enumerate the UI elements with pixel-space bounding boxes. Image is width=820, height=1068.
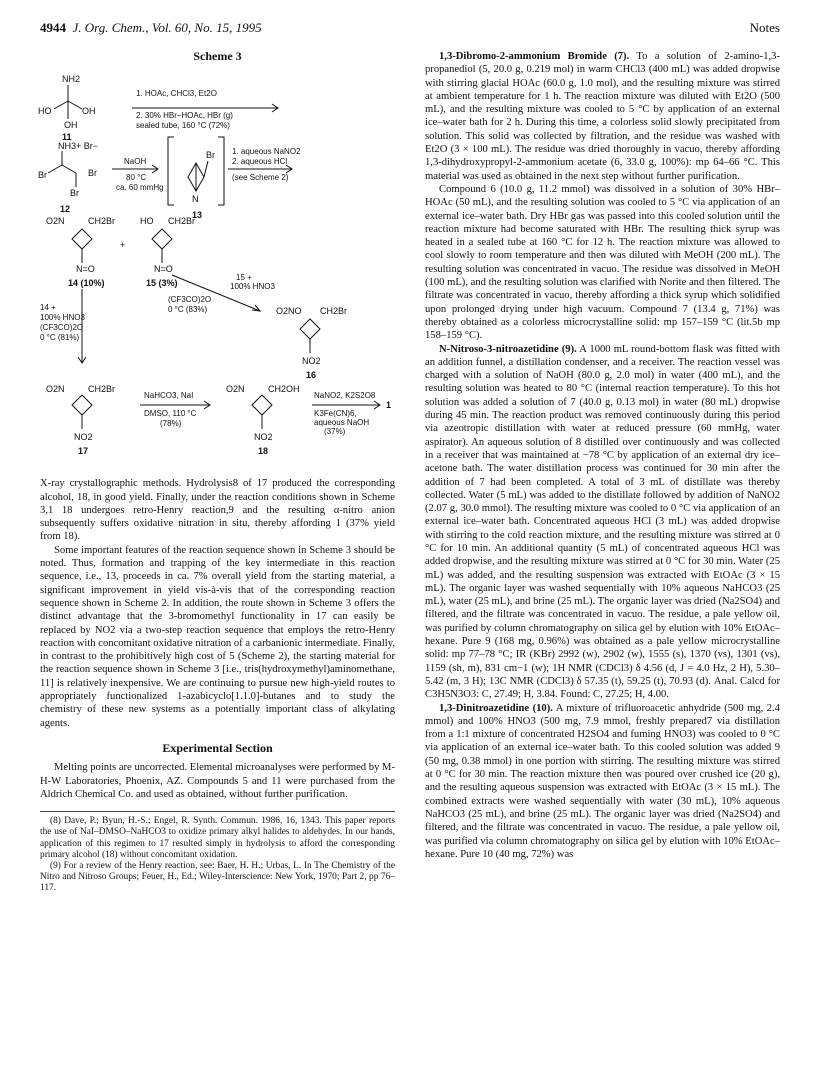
compound-13-label: 13 [192,210,203,221]
atom-nh3br: NH3+ Br− [58,141,99,152]
atom-oh: OH [82,106,96,117]
bond-11 [54,85,82,119]
cond-step3c: (see Scheme 2) [232,173,289,183]
atom-no2-18: NO2 [254,432,273,443]
cond-step5a: 14 + [40,303,56,313]
footnote-8: (8) Dave, P.; Byun, H.-S.; Engel, R. Synth. Commun. 1986, 16, 1343. This paper reports the use of NaI–DMSO–NaHCO3 to oxidize primary alkyl halides to aldehydes. In our hands, application of this regimen to 17 resulted simply in hydrolysis to afford the corresponding primary alcohol (18) without concomitant oxidation. [40,816,395,860]
procedure-7 [425,50,780,183]
cond-step6a: NaHCO3, NaI [144,391,194,401]
cond-step7a: NaNO2, K2S2O8 [314,391,376,401]
cond-step4c: (CF3CO)2O [168,295,212,305]
cond-step5c: (CF3CO)2O [40,323,84,333]
cond-step4d: 0 °C (83%) [168,305,208,315]
journal-citation: J. Org. Chem., Vol. 60, No. 15, 1995 [72,20,262,35]
atom-br: Br [38,170,47,181]
cond-step4a: 15 + [236,273,252,283]
atom-no2-16: NO2 [302,356,321,367]
right-column [425,50,780,861]
atom-o2n-17: O2N [46,384,65,395]
procedure-7-title: 1,3-Dibromo-2-ammonium Bromide (7). [439,51,630,62]
procedure-9-text: A 1000 mL round-bottom flask was fitted with an addition funnel, a distillation condenser, and a receiver. The reaction vessel was charged with a solution of NaOH (80.0 g, 2.0 mol) in water (400 mL), and the resulting solution was heated to 80 °C (internal reaction temperature). To this hot solution was added a solution of 7 (40.0 g, 0.13 mol) in water (80 mL) dropwise during 45 min. The reaction product was removed continuously during this period via azeotropic distillation with water at reduced pressure (60 mmHg, water aspirator). An aqueous solution of 8 distilled over continuously and was collected in a receiver that was maintained at −78 °C by application of an external dry ice–acetone bath. The water distillation process was continued for 30 min after the addition of 7 had been completed. A total of 3 mL of distillate was thereby collected. Water (5 mL) was added to the distillate followed by addition of NaNO2 (2.07 g, 30.0 mmol). The resulting mixture was cooled to 0 °C via application of an external ice–water bath. Concentrated aqueous HCl (3 mL) was added dropwise with stirring to the cold reaction mixture, and the resulting mixture was stirred at 0 °C for 10 min. An additional quantity (5 mL) of concentrated aqueous HCl was added dropwise, and the resulting mixture was stirred at 0 °C for 30 min. Water (25 mL) was added, and the resulting suspension was extracted with EtOAc (3 × 15 mL). The organic layer was washed sequentially with 10% aqueous NaHCO3 (25 mL), water (25 mL), and brine (25 mL). The organic layer was dried (Na2SO4) and filtered, and the filtrate was concentrated in vacuo. The residue, a pale yellow oil, was purified by column chromatography on silica gel by elution with 10% EtOAc–hexane. Pure 9 (168 mg, 0.96%) was obtained as a pale yellow microcrystalline solid: mp 77–78 °C; IR (KBr) 2992 (w), 2902 (w), 1555 (s), 1370 (vs), 1301 (vs), 1159 (sh, m), 831 cm−1 (w); 1H NMR (CDCl3) δ 4.56 (d, J = 4.0 Hz, 2 H), 5.30–5.42 (m, 3 H); 13C NMR (CDCl3) δ 57.35 (t), 59.25 (t), 70.93 (d). Anal. Calcd for C3H5N3O3: C, 27.49; H, 3.84. Found: C, 27.25; H, 4.00. [425,343,780,701]
cond-step2b: 80 °C [126,173,147,183]
atom-o2no-16: O2NO [276,306,302,317]
atom-oh-2: OH [64,120,78,131]
cond-step4b: 100% HNO3 [230,282,275,292]
procedure-10 [425,702,780,862]
cond-step2c: ca. 60 mmHg [116,183,164,193]
atom-ch2br-17: CH2Br [88,384,116,395]
body-paragraph-1: X-ray crystallographic methods. Hydrolysis8 of 17 produced the corresponding alcohol, 18, in good yield. Finally, under the reaction conditions shown in Scheme 3,1 18 undergoes retro-Henry reaction,9 and the resulting α-nitro anion subsequently suffers oxidative nitration in situ, thereby affording 1 (37% yield from 18). [40,478,395,543]
section-label: Notes [749,20,780,35]
atom-o2n-18: O2N [226,384,245,395]
atom-nh2: NH2 [62,74,81,85]
ring-15 [152,229,172,263]
atom-br-2: Br [88,168,97,179]
scheme-title: Scheme 3 [193,49,242,63]
cond-step5d: 0 °C (81%) [40,333,80,343]
compound-12-label: 12 [60,204,71,215]
bond-12 [48,151,76,187]
ring-14 [72,229,92,263]
procedure-7-text: To a solution of 2-amino-1,3-propanediol (5, 20.0 g, 0.219 mol) in warm CHCl3 (400 mL) was added dropwise with stirring glacial HOAc (60.0 g, 1.0 mol), and the resulting mixture was stirred at ambient temperature for 1 h. The reaction mixture was diluted with Et2O (500 mL), and the resulting mixture was cooled to 5 °C by application of an external ice–water bath for 2 h. During this time, a colorless solid slowly precipitated from solution. This solid was collected by filtration, and the residue was washed with Et2O (3 × 100 mL). The residue was dried thoroughly in vacuo, thereby affording 1,3-dihydroxypropyl-2-ammonium acetate (6, 33.0 g, 100%): mp 64–66 °C. This material was used as obtained in the next step without further purification. [425,51,780,182]
cond-step1b: 2. 30% HBr–HOAc, HBr (g) [136,111,233,121]
cond-step6b: DMSO, 110 °C [144,409,197,419]
atom-ch2br-14: CH2Br [88,216,116,227]
left-column [40,50,395,895]
atom-ho: HO [38,106,52,117]
footnote-9: (9) For a review of the Henry reaction, see: Baer, H. H.; Urbas, L. In The Chemistry of the Nitro and Nitroso Groups; Feuer, H., Ed.; Wiley-Interscience: New York, 1970; Part 2, pp 76–117. [40,860,395,894]
procedure-10-text: A mixture of trifluoroacetic anhydride (500 mg, 2.4 mmol) and 100% HNO3 (500 mg, 7.9 mmol, freshly prepared7 via distillation from a 1:1 mixture of concentrated H2SO4 and fuming HNO3) was cooled to 0 °C via application of an external ice–water bath. To this cooled solution was added 9 (50 mg, 0.38 mmol) in one portion with stirring. The resulting mixture was stirred at 0 °C for 30 min. The reaction mixture then was poured over crushed ice (20 g), and the resulting aqueous suspension was extracted with EtOAc (3 × 15 mL). The combined extracts were washed sequentially with water (30 mL), 10% aqueous NaHCO3 (25 mL), and brine (25 mL). The organic layer was dried (Na2SO4) and filtered, and the filtrate was concentrated in vacuo. The residue, a pale yellow oil, was purified via column chromatography on silica gel by elution with 10% EtOAc–hexane. Pure 10 (40 mg, 72%) was [425,702,780,860]
procedure-9-title: N-Nitroso-3-nitroazetidine (9). [439,343,577,355]
cond-step3b: 2. aqueous HCl [232,157,288,167]
compound-11-label: 11 [62,132,72,143]
page-number: 4944 [40,20,66,35]
ring-16 [300,319,320,353]
atom-n-o-14: N=O [76,264,95,275]
atom-n-13: N [192,194,199,205]
footnotes [40,811,395,894]
procedure-7-cont: Compound 6 (10.0 g, 11.2 mmol) was dissolved in a solution of 30% HBr–HOAc (50 mL), and the resulting solution was cooled to 5 °C via application of an external ice–water bath. Dry HBr gas was passed into this cooled solution until the reaction mixture had become saturated with HBr. The resulting thick syrup was heated in a sealed tube at 160 °C for 12 h. The reaction mixture was allowed to cool slowly to room temperature and then was diluted with MeOH (200 mL). The resulting solution was concentrated in vacuo. The residue was dissolved in MeOH (100 mL), and the resulting solution was clarified with Norite and then filtered. The filtrate was concentrated in vacuo, thereby affording a thick syrup which solidified upon prolonged drying under high vacuum. Compound 7 (13.4 g, 71%) was thereby obtained as a colorless microcrystalline solid: mp 157–159 °C (lit.5b mp 158–159 °C). [425,183,780,342]
atom-ch2br-16: CH2Br [320,306,348,317]
atom-n-o-15: N=O [154,264,173,275]
compound-15-label: 15 (3%) [146,278,178,289]
procedure-9 [425,343,780,702]
atom-br-3: Br [70,188,79,199]
cond-step7b: K3Fe(CN)6, [314,409,357,419]
compound-18-label: 18 [258,446,269,457]
atom-ch2oh-18: CH2OH [268,384,300,395]
compound-1-label: 1 [386,400,392,411]
atom-no2-17: NO2 [74,432,93,443]
cond-step3a: 1. aqueous NaNO2 [232,147,301,157]
atom-ch2br-15: CH2Br [168,216,196,227]
cond-step1a: 1. HOAc, CHCl3, Et2O [136,89,217,99]
plus-sign: + [120,240,126,251]
compound-14-label: 14 (10%) [68,278,105,289]
experimental-intro: Melting points are uncorrected. Elemental microanalyses were performed by M-H-W Laboratories, Phoenix, AZ. Compounds 5 and 11 were purchased from the Aldrich Chemical Co. and used as obtained, without further purification. [40,762,395,800]
compound-16-label: 16 [306,370,317,381]
atom-ho-15: HO [140,216,154,227]
running-header [40,20,780,40]
ring-18 [252,395,272,429]
cond-step6c: (78%) [160,419,182,429]
body-paragraph-2: Some important features of the reaction sequence shown in Scheme 3 should be noted. Thus, formation and trapping of the key intermediate in this reaction sequence, i.e., 13, proceeds in ca. 7% overall yield from the starting material, a significant improvement in yield vis-à-vis that of the corresponding reaction sequence shown in Scheme 2. In addition, the route shown in Scheme 3 offers the distinct advantage that the 3-bromomethyl functionality in 17 can easily be replaced by NO2 via a two-step reaction sequence that employs the retro-Henry reaction with concomitant oxidative nitration of a carbanionic intermediate. Finally, in contrast to the prohibitively high cost of 5 (Scheme 2), the starting material for the reaction sequence shown in Scheme 3 [i.e., tris(hydroxymethyl)aminomethane, 11] is relatively inexpensive. We are continuing to pursue new high-yield routes to appropriately functionalized 1-azabicyclo[1.1.0]-butanes and to study the chemistry of these new systems as a potentially important class of alkylating agents. [40,544,395,729]
ring-17 [72,395,92,429]
cond-step1c: sealed tube, 160 °C (72%) [136,121,230,131]
atom-o2n-14: O2N [46,216,65,227]
cond-step7d: (37%) [324,427,346,437]
cond-step7c: aqueous NaOH [314,418,370,428]
compound-17-label: 17 [78,446,89,457]
procedure-10-title: 1,3-Dinitroazetidine (10). [439,702,553,714]
experimental-heading: Experimental Section [162,740,273,755]
atom-br-13: Br [206,150,215,161]
bicycle-13 [188,161,208,191]
page-header-left [40,20,262,36]
scheme-3-figure [40,67,395,477]
cond-step2a: NaOH [124,157,147,167]
cond-step5b: 100% HNO3 [40,313,85,323]
